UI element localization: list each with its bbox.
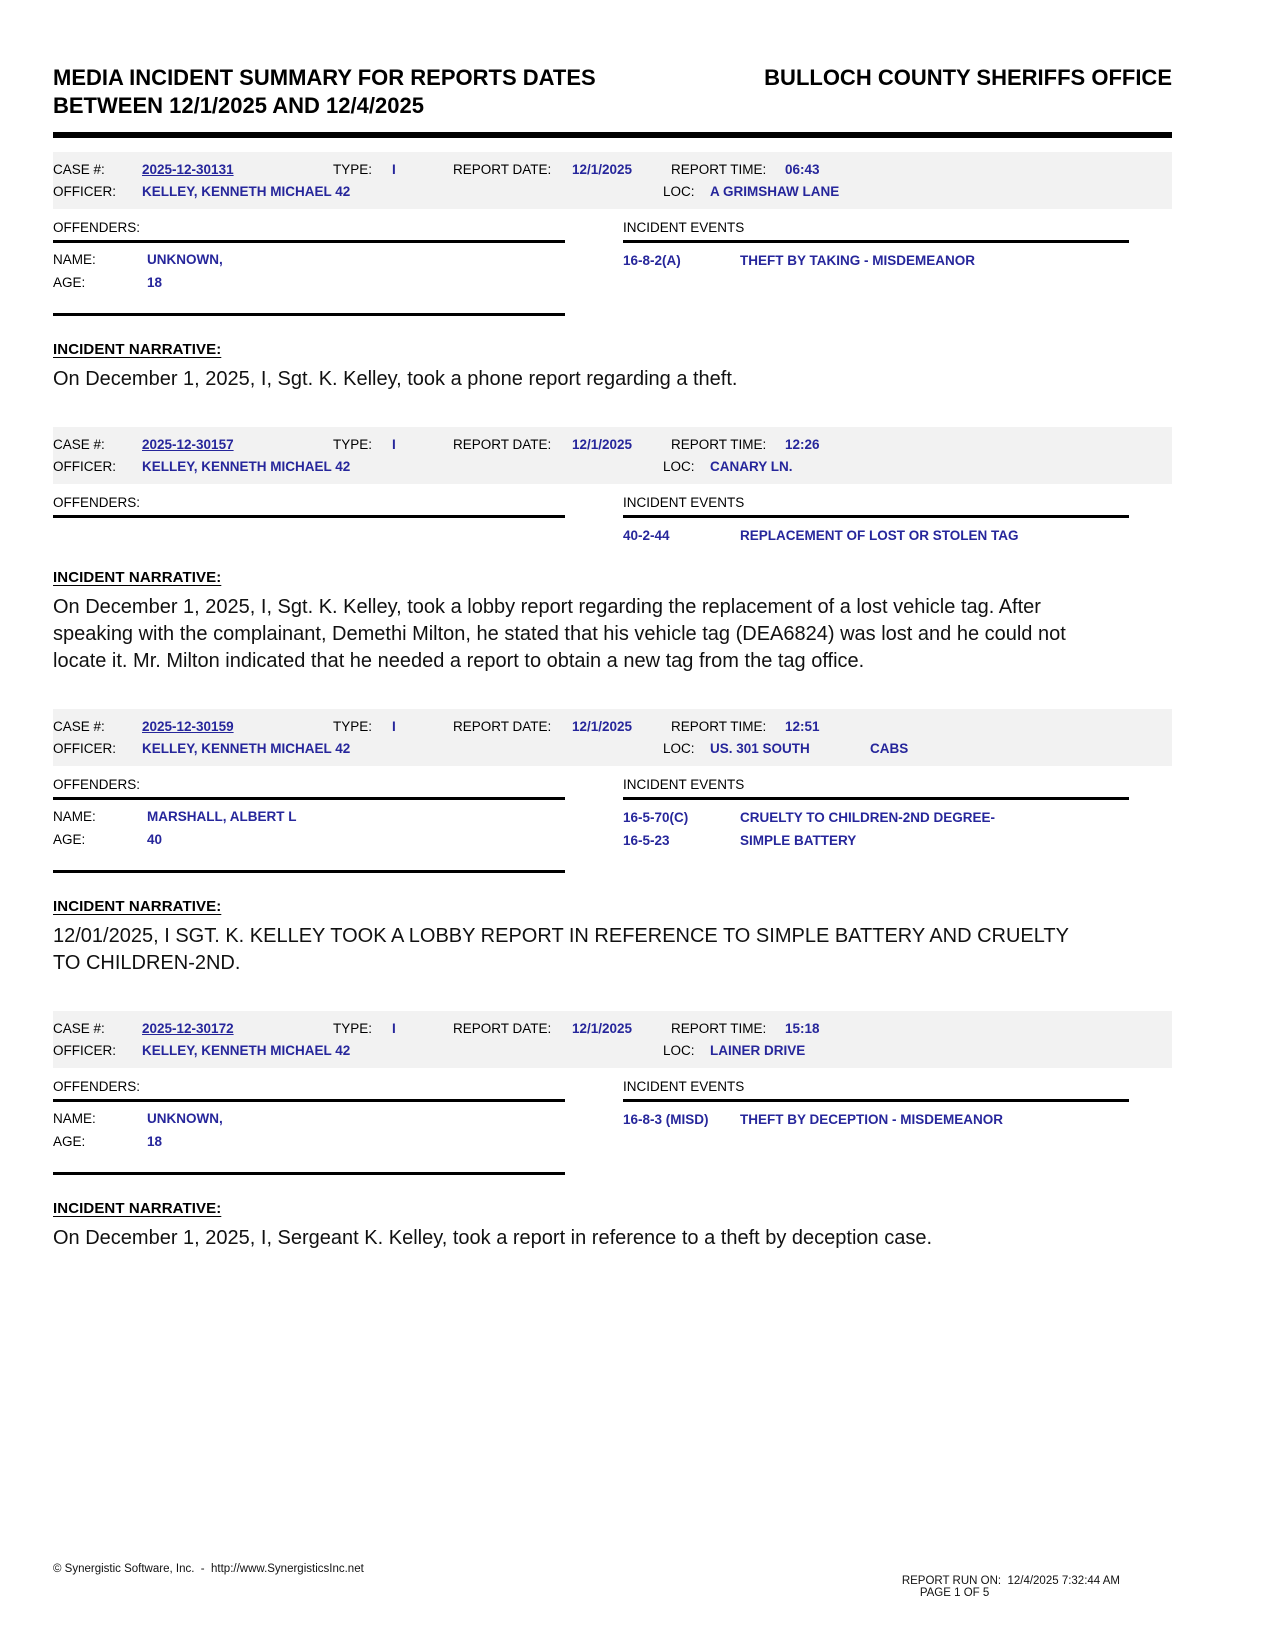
officer-row [53, 738, 1172, 760]
report-date-label: REPORT DATE: [453, 1021, 552, 1036]
report-date-value: 12/1/2025 [572, 1021, 633, 1036]
offender-age-value: 18 [147, 275, 163, 290]
event-code: 16-8-2(A) [623, 253, 681, 268]
report-header [53, 64, 1172, 120]
case-number-link[interactable]: 2025-12-30172 [142, 1021, 234, 1036]
report-time-value: 06:43 [785, 162, 820, 177]
loc-label: LOC: [663, 459, 695, 474]
incident-block-4 [53, 1011, 1172, 1252]
officer-row [53, 1040, 1172, 1062]
event-code: 40-2-44 [623, 528, 670, 543]
incident-block-3 [53, 709, 1172, 977]
event-description: REPLACEMENT OF LOST OR STOLEN TAG [740, 528, 1019, 543]
report-date-value: 12/1/2025 [572, 719, 633, 734]
type-label: TYPE: [333, 162, 373, 177]
offenders-events-section [53, 776, 1172, 873]
case-number-link[interactable]: 2025-12-30157 [142, 437, 234, 452]
header-rule [53, 132, 1172, 138]
name-label: NAME: [53, 809, 96, 824]
offender-name-value: UNKNOWN, [147, 1111, 223, 1126]
event-row [623, 833, 1129, 849]
incident-events-heading: INCIDENT EVENTS [623, 777, 745, 792]
offenders-column [53, 494, 565, 518]
offenders-heading: OFFENDERS: [53, 777, 141, 792]
report-time-value: 15:18 [785, 1021, 820, 1036]
loc-label: LOC: [663, 184, 695, 199]
officer-row [53, 456, 1172, 478]
offenders-underline [53, 240, 565, 243]
report-date-label: REPORT DATE: [453, 437, 552, 452]
officer-value: KELLEY, KENNETH MICHAEL 42 [142, 1043, 351, 1058]
incident-events-heading: INCIDENT EVENTS [623, 1079, 745, 1094]
offender-name-row [53, 252, 565, 268]
incident-block-1 [53, 152, 1172, 393]
narrative-heading: INCIDENT NARRATIVE: [53, 341, 222, 358]
offender-name-value: UNKNOWN, [147, 252, 223, 267]
report-time-label: REPORT TIME: [671, 437, 767, 452]
offenders-underline [53, 797, 565, 800]
case-label: CASE #: [53, 1021, 105, 1036]
events-column [623, 776, 1129, 849]
case-number-link[interactable]: 2025-12-30159 [142, 719, 234, 734]
loc-value-2: CABS [870, 741, 909, 756]
offender-name-value: MARSHALL, ALBERT L [147, 809, 297, 824]
officer-label: OFFICER: [53, 1043, 116, 1058]
report-date-label: REPORT DATE: [453, 162, 552, 177]
event-code: 16-5-23 [623, 833, 670, 848]
offenders-heading: OFFENDERS: [53, 1079, 141, 1094]
event-code: 16-8-3 (MISD) [623, 1112, 709, 1127]
officer-row [53, 181, 1172, 203]
narrative-text: 12/01/2025, I SGT. K. KELLEY TOOK A LOBBY REPORT IN REFERENCE TO SIMPLE BATTERY AND CRUELTY TO CHILDREN-2ND. [53, 925, 1069, 974]
event-description: SIMPLE BATTERY [740, 833, 857, 848]
officer-value: KELLEY, KENNETH MICHAEL 42 [142, 741, 351, 756]
offenders-heading: OFFENDERS: [53, 495, 141, 510]
age-label: AGE: [53, 275, 86, 290]
event-row [623, 528, 1129, 544]
name-label: NAME: [53, 1111, 96, 1126]
offenders-events-section [53, 494, 1172, 544]
case-header-band [53, 427, 1172, 484]
narrative-heading: INCIDENT NARRATIVE: [53, 569, 222, 586]
offender-age-row [53, 1134, 565, 1150]
officer-label: OFFICER: [53, 741, 116, 756]
age-label: AGE: [53, 832, 86, 847]
footer-right [889, 1563, 1120, 1611]
page-title-line2: BETWEEN 12/1/2025 AND 12/4/2025 [53, 93, 424, 118]
case-header-row [53, 1018, 1172, 1040]
loc-value: A GRIMSHAW LANE [710, 184, 840, 199]
offender-name-row [53, 809, 565, 825]
case-header-band [53, 709, 1172, 766]
narrative-text: On December 1, 2025, I, Sergeant K. Kelley, took a report in reference to a theft by deception case. [53, 1227, 933, 1249]
footer-page-number: PAGE 1 OF 5 [919, 1587, 990, 1599]
offender-age-value: 18 [147, 1134, 163, 1149]
report-date-value: 12/1/2025 [572, 162, 633, 177]
events-column [623, 219, 1129, 269]
report-time-label: REPORT TIME: [671, 1021, 767, 1036]
offenders-underline [53, 515, 565, 518]
case-header-band [53, 1011, 1172, 1068]
events-underline [623, 797, 1129, 800]
case-label: CASE #: [53, 437, 105, 452]
officer-label: OFFICER: [53, 184, 116, 199]
case-header-row [53, 159, 1172, 181]
case-label: CASE #: [53, 719, 105, 734]
footer-copyright: © Synergistic Software, Inc. - http://www.SynergisticsInc.net [53, 1563, 364, 1575]
offender-age-value: 40 [147, 832, 163, 847]
type-label: TYPE: [333, 1021, 373, 1036]
report-content [53, 0, 1172, 1252]
officer-value: KELLEY, KENNETH MICHAEL 42 [142, 459, 351, 474]
officer-label: OFFICER: [53, 459, 116, 474]
loc-label: LOC: [663, 741, 695, 756]
report-time-value: 12:26 [785, 437, 820, 452]
offenders-closing-line [53, 313, 565, 316]
offenders-events-section [53, 1078, 1172, 1175]
loc-value: CANARY LN. [710, 459, 793, 474]
event-description: THEFT BY DECEPTION - MISDEMEANOR [740, 1112, 1004, 1127]
incident-block-2 [53, 427, 1172, 675]
event-description: THEFT BY TAKING - MISDEMEANOR [740, 253, 975, 268]
event-description: CRUELTY TO CHILDREN-2ND DEGREE- [740, 810, 996, 825]
type-value: I [392, 437, 396, 452]
offender-name-row [53, 1111, 565, 1127]
events-underline [623, 515, 1129, 518]
case-number-link[interactable]: 2025-12-30131 [142, 162, 234, 177]
age-label: AGE: [53, 1134, 86, 1149]
case-label: CASE #: [53, 162, 105, 177]
offenders-closing-line [53, 870, 565, 873]
offender-age-row [53, 832, 565, 848]
officer-value: KELLEY, KENNETH MICHAEL 42 [142, 184, 351, 199]
page-title-line1: MEDIA INCIDENT SUMMARY FOR REPORTS DATES [53, 65, 596, 90]
report-date-value: 12/1/2025 [572, 437, 633, 452]
case-header-band [53, 152, 1172, 209]
type-label: TYPE: [333, 719, 373, 734]
offenders-events-section [53, 219, 1172, 316]
event-code: 16-5-70(C) [623, 810, 689, 825]
offender-age-row [53, 275, 565, 291]
report-time-label: REPORT TIME: [671, 162, 767, 177]
report-date-label: REPORT DATE: [453, 719, 552, 734]
loc-value: US. 301 SOUTH [710, 741, 810, 756]
case-header-row [53, 716, 1172, 738]
page-title [53, 64, 693, 120]
event-row [623, 1112, 1129, 1128]
event-row [623, 253, 1129, 269]
type-label: TYPE: [333, 437, 373, 452]
narrative-heading: INCIDENT NARRATIVE: [53, 898, 222, 915]
incident-events-heading: INCIDENT EVENTS [623, 495, 745, 510]
events-underline [623, 1099, 1129, 1102]
events-column [623, 494, 1129, 544]
offenders-column [53, 219, 565, 316]
agency-title: BULLOCH COUNTY SHERIFFS OFFICE [764, 65, 1172, 90]
type-value: I [392, 719, 396, 734]
type-value: I [392, 1021, 396, 1036]
type-value: I [392, 162, 396, 177]
offenders-closing-line [53, 1172, 565, 1175]
offenders-underline [53, 1099, 565, 1102]
report-time-label: REPORT TIME: [671, 719, 767, 734]
loc-label: LOC: [663, 1043, 695, 1058]
loc-value: LAINER DRIVE [710, 1043, 806, 1058]
narrative-text: On December 1, 2025, I, Sgt. K. Kelley, took a phone report regarding a theft. [53, 368, 738, 390]
report-time-value: 12:51 [785, 719, 820, 734]
offenders-column [53, 1078, 565, 1175]
narrative-heading: INCIDENT NARRATIVE: [53, 1200, 222, 1217]
events-column [623, 1078, 1129, 1128]
events-underline [623, 240, 1129, 243]
event-row [623, 810, 1129, 826]
name-label: NAME: [53, 252, 96, 267]
case-header-row [53, 434, 1172, 456]
offenders-heading: OFFENDERS: [53, 220, 141, 235]
offenders-column [53, 776, 565, 873]
footer-run-on: REPORT RUN ON: 12/4/2025 7:32:44 AM [901, 1575, 1120, 1587]
narrative-text: On December 1, 2025, I, Sgt. K. Kelley, took a lobby report regarding the replacement of a lost vehicle tag. After speaking with the complainant, Demethi Milton, he stated that his vehicle tag (DEA6824) was lost and he could not locate it. Mr. Milton indicated that he needed a report to obtain a new tag from the tag office. [53, 596, 1066, 672]
incident-events-heading: INCIDENT EVENTS [623, 220, 745, 235]
